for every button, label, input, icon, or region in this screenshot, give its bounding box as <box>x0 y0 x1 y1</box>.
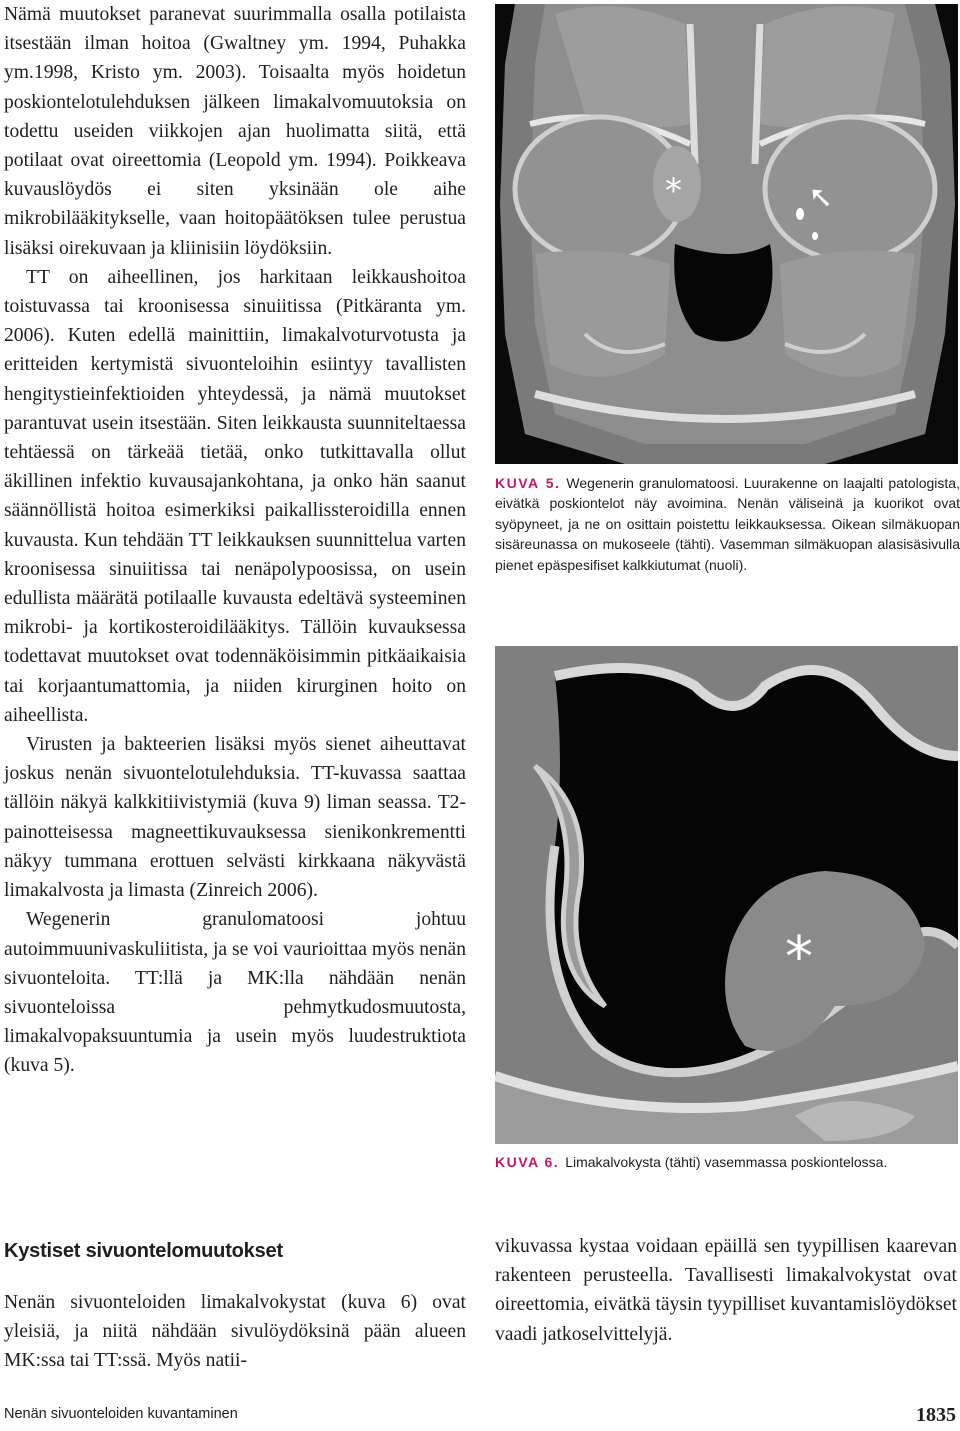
ct-coronal-illustration <box>495 4 958 464</box>
running-title: Nenän sivuonteloiden kuvantaminen <box>4 1406 238 1422</box>
continuation-paragraph: vikuvassa kystaa voidaan epäillä sen tyypillisen kaarevan rakenteen perusteella. Tavallisesti limakalvokystat ovat oireettomia, eivätkä täysin tyypilliset kuvantamislöydökset vaadi jatkoselvittelyjä. <box>495 1236 957 1345</box>
left-column <box>4 0 466 1081</box>
arrow-marker: ➘ <box>807 180 833 215</box>
figure-6-caption <box>495 1152 960 1172</box>
figure-5-caption-text: Wegenerin granulomatoosi. Luurakenne on laajalti patologista, eivätkä poskiontelot näy avoimina. Nenän väliseinä ja kuorikot ovat syöpyneet, ja ne on osittain poistettu leikkauksessa. Oikean silmäkuopan sisäreunassa on mukoseele (tähti). Vasemman silmäkuopan alasisäsivulla pienet epäspesifiset kalkkiutumat (nuoli). <box>495 475 960 573</box>
body-paragraph: TT on aiheellinen, jos harkitaan leikkaushoitoa toistuvassa tai kroonisessa sinuiitissa (Pitkäranta ym. 2006). Kuten edellä mainittiin, limakalvoturvotusta ja eritteiden kertymistä sivuonteloihin esiintyy tavallisten hengitystieinfektioiden yhteydessä, ja nämä muutokset parantuvat usein itsestään. Siten leikkausta suunniteltaessa tehtäessä on tärkeää tietää, onko tutkittavalla ollut äkillinen infektio kuvausajankohtana, ja onko hän saanut säännöllistä hoitoa esimerkiksi paikallissteroidilla ennen kuvausta. Kun tehdään TT leikkauksen suunnittelua varten kroonisessa sinuiitissa tai nenäpolypoosissa, on usein edullista määrätä potilaalle kuvausta edeltävä systeeminen mikrobi- ja kortikosteroidilääkitys. Tällöin kuvauksessa todettavat muutokset ovat todennäköisimmin pitkäaikaisia tai korjaantumattomia, ja niiden kirurginen hoito on aiheellista. <box>4 266 466 726</box>
ct-sinus-illustration <box>495 646 958 1144</box>
section-paragraph: Nenän sivuonteloiden limakalvokystat (kuva 6) ovat yleisiä, ja niitä nähdään sivulöydöksinä pään alueen MK:ssa tai TT:ssä. Myös natii- <box>4 1292 466 1372</box>
asterisk-marker: * <box>785 925 813 990</box>
figure-6-ct-image <box>495 646 958 1144</box>
page-number: 1835 <box>916 1404 956 1426</box>
figure-5-label: KUVA 5. <box>495 475 561 491</box>
figure-6-label: KUVA 6. <box>495 1154 560 1170</box>
section-heading: Kystiset sivuontelomuutokset <box>4 1240 283 1262</box>
body-paragraph: Nämä muutokset paranevat suurimmalla osalla potilaista itsestään ilman hoitoa (Gwaltney ym. 1994, Puhakka ym.1998, Kristo ym. 2003). Toisaalta myös hoidetun poskiontelotulehduksen jälkeen limakalvomuutoksia on todettu useiden viikkojen ajan huolimatta siitä, että potilaat ovat oireettomia (Leopold ym. 1994). Poikkeava kuvauslöydös ei siten yksinään ole aihe mikrobilääkitykselle, vaan hoitopäätöksen tulee perustua lisäksi oirekuvaan ja kliinisiin löydöksiin. <box>4 4 466 259</box>
body-paragraph: Wegenerin granulomatoosi johtuu autoimmuunivaskuliitista, ja se voi vaurioittaa myös nenän sivuonteloita. TT:llä ja MK:lla nähdään nenän sivuonteloissa pehmytkudosmuutosta, limakalvopaksuuntumia ja usein myös luudestruktiota (kuva 5). <box>4 909 467 1077</box>
figure-6-caption-text: Limakalvokysta (tähti) vasemmassa poskiontelossa. <box>565 1154 888 1170</box>
figure-5-ct-image <box>495 4 958 464</box>
figure-5-caption <box>495 473 960 575</box>
asterisk-marker: * <box>665 171 682 211</box>
body-paragraph: Virusten ja bakteerien lisäksi myös sienet aiheuttavat joskus nenän sivuontelotulehduksia. TT-kuvassa saattaa tällöin näkyä kalkkitiivistymiä (kuva 9) liman seassa. T2-painotteisessa magneettikuvauksessa sienikonkrementti näkyy tummana erottuen selvästi kirkkaana näkyvästä limakalvosta ja limasta (Zinreich 2006). <box>4 734 466 902</box>
